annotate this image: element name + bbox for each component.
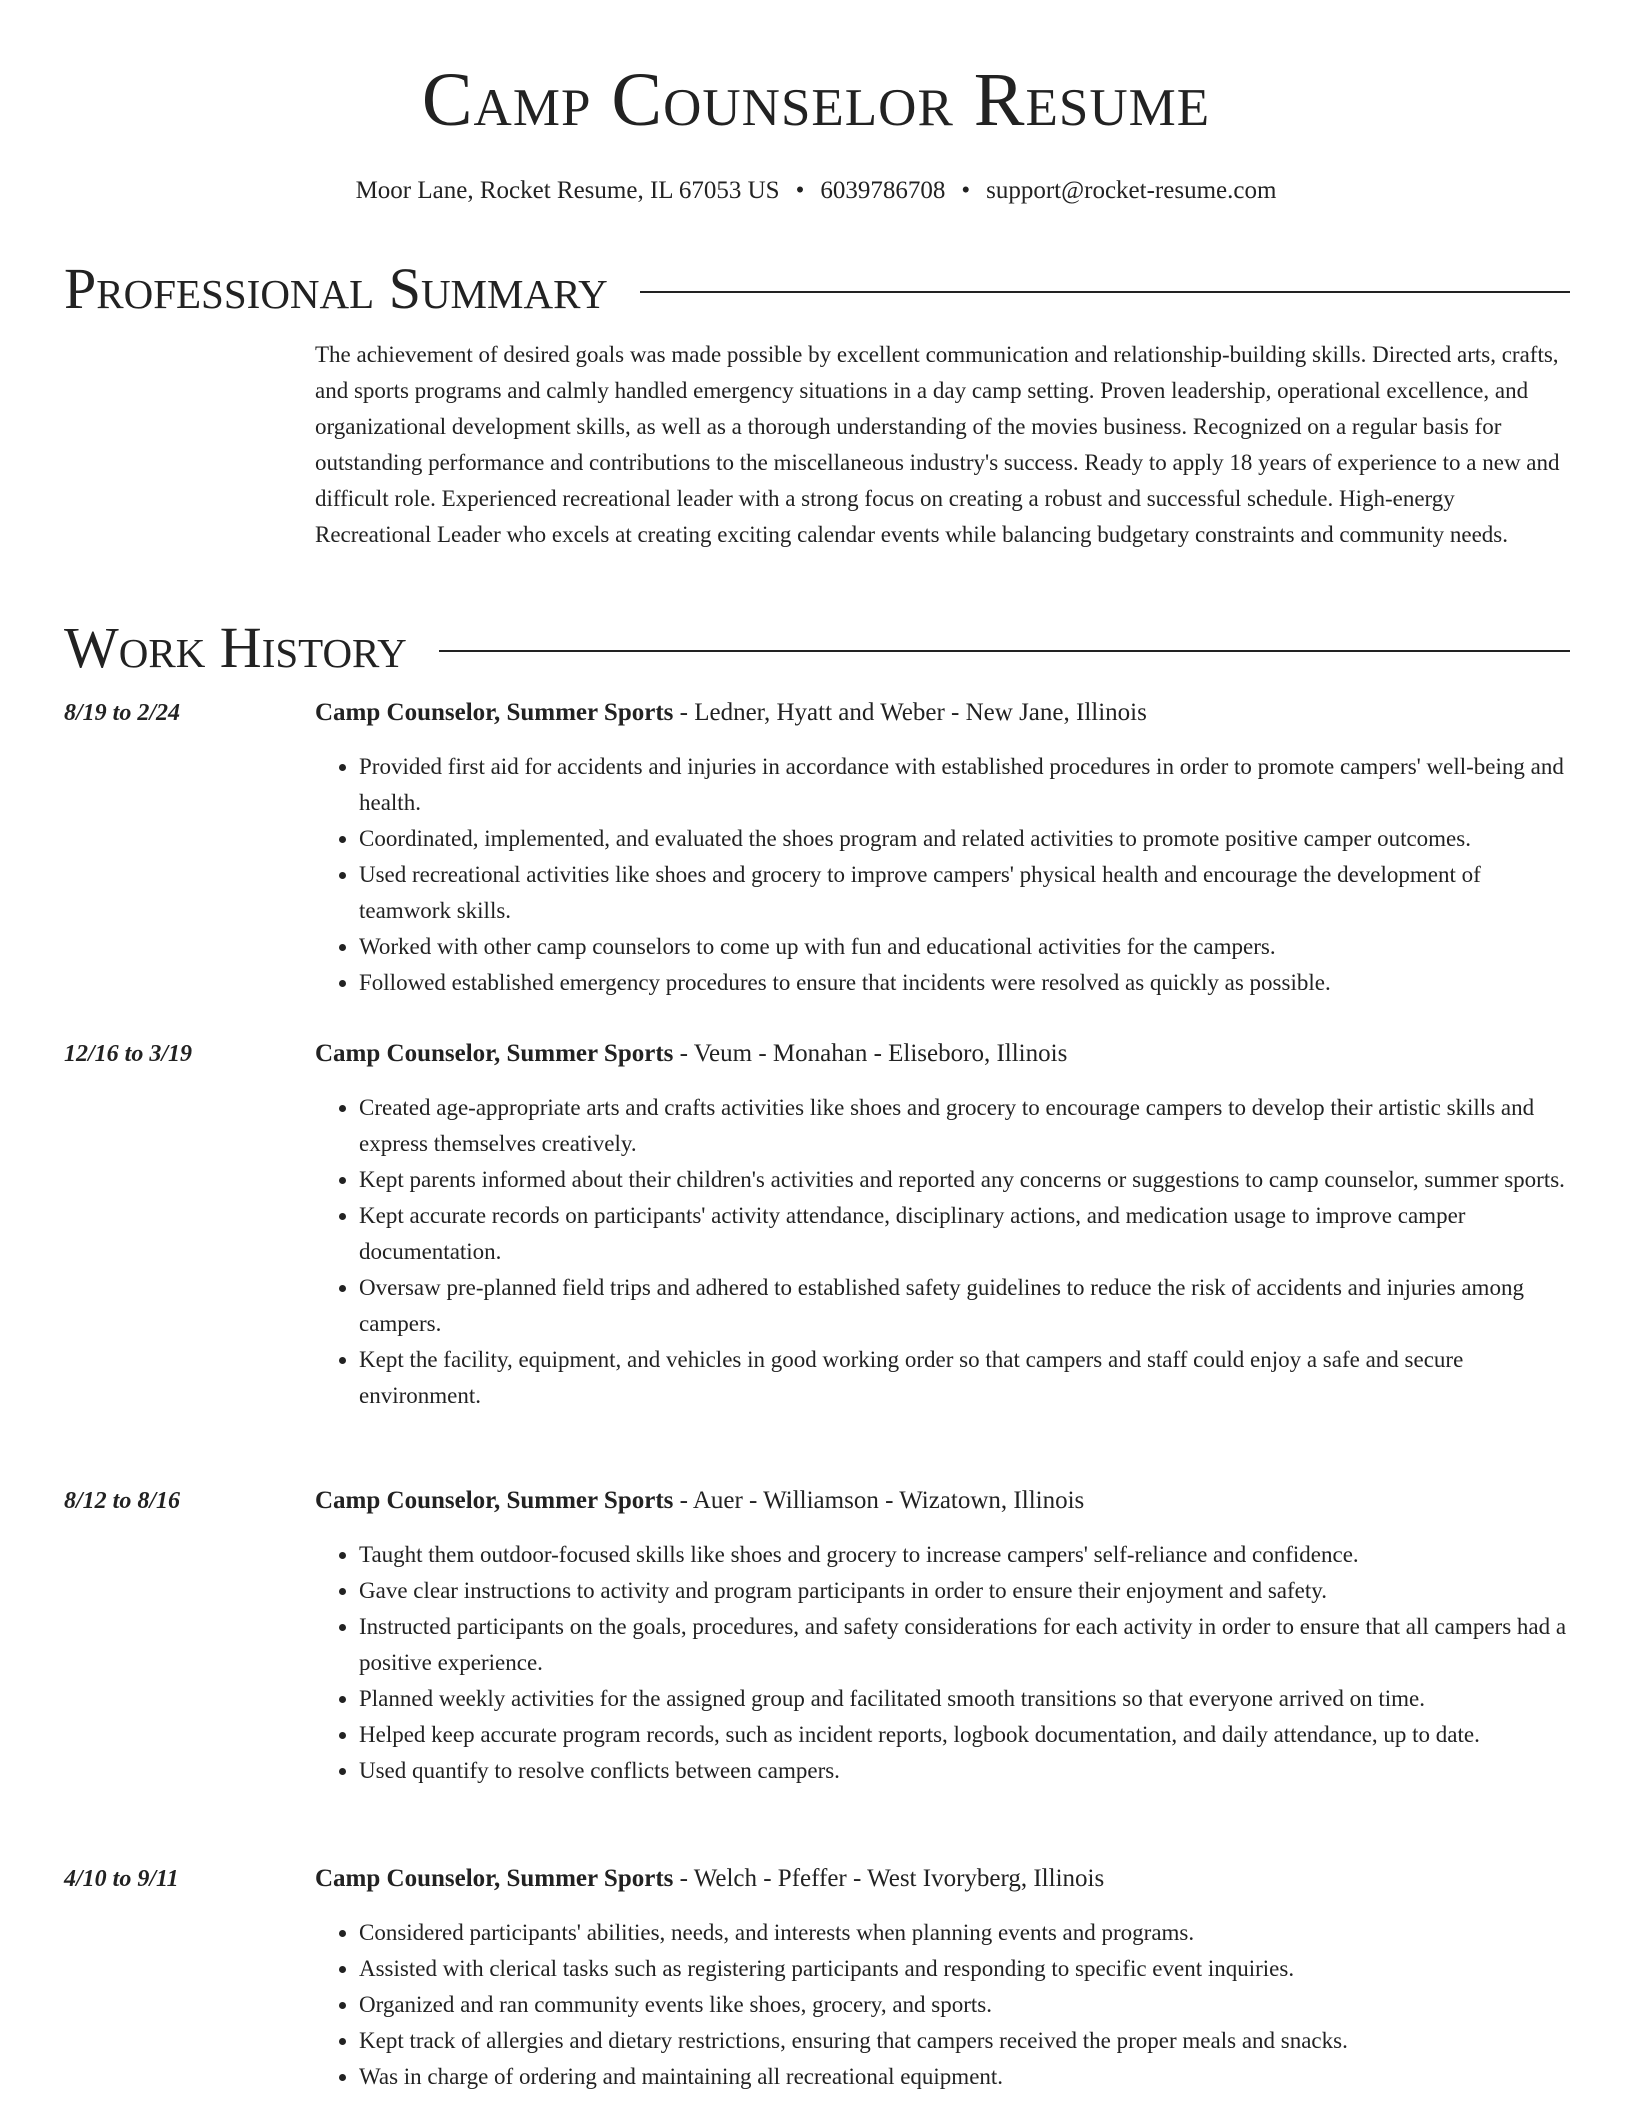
job-heading xyxy=(315,1863,1570,1895)
job-bullet: • Created age-appropriate arts and crafts activities like shoes and grocery to encourage campers to develop their artistic skills and express themselves creatively. xyxy=(359,1090,1570,1162)
job-bullet: • Was in charge of ordering and maintaining all recreational equipment. xyxy=(359,2059,1570,2095)
job-bullets xyxy=(315,1915,1570,2095)
job-bullet: • Helped keep accurate program records, such as incident reports, logbook documentation, and daily attendance, up to date. xyxy=(359,1717,1570,1753)
job-bullets xyxy=(315,749,1570,1001)
job-bullet: • Assisted with clerical tasks such as registering participants and responding to specific event inquiries. xyxy=(359,1951,1570,1987)
job-dates: 8/12 to 8/16 xyxy=(64,1488,181,1514)
job-heading xyxy=(315,697,1570,729)
job-bullet: • Organized and ran community events like shoes, grocery, and sports. xyxy=(359,1987,1570,2023)
job-details: - Welch - Pfeffer - West Ivoryberg, Illinois xyxy=(673,1865,1105,1892)
job-heading xyxy=(315,1485,1570,1517)
contact-separator: • xyxy=(961,177,971,204)
job-bullet: • Gave clear instructions to activity and program participants in order to ensure their enjoyment and safety. xyxy=(359,1573,1570,1609)
section-divider xyxy=(439,650,1570,652)
job-details: - Veum - Monahan - Eliseboro, Illinois xyxy=(673,1040,1068,1067)
job-role: Camp Counselor, Summer Sports xyxy=(315,1040,674,1067)
section-divider xyxy=(640,291,1570,293)
job-bullet: • Kept accurate records on participants' activity attendance, disciplinary actions, and medication usage to improve camper documentation. xyxy=(359,1198,1570,1270)
job-bullets xyxy=(315,1090,1570,1414)
job-bullet: • Used recreational activities like shoes and grocery to improve campers' physical health and encourage the development of teamwork skills. xyxy=(359,857,1570,929)
job-role: Camp Counselor, Summer Sports xyxy=(315,1487,674,1514)
job-bullet: • Used quantify to resolve conflicts between campers. xyxy=(359,1753,1570,1789)
section-work-history xyxy=(64,615,1570,680)
contact-separator: • xyxy=(795,177,805,204)
job-details: - Ledner, Hyatt and Weber - New Jane, Illinois xyxy=(673,699,1147,726)
job-bullet: • Coordinated, implemented, and evaluated the shoes program and related activities to promote positive camper outcomes. xyxy=(359,821,1570,857)
job-bullet: • Kept track of allergies and dietary restrictions, ensuring that campers received the proper meals and snacks. xyxy=(359,2023,1570,2059)
job-dates: 8/19 to 2/24 xyxy=(64,700,181,726)
job-dates: 4/10 to 9/11 xyxy=(64,1866,179,1892)
contact-line xyxy=(0,176,1632,206)
job-bullet: • Kept parents informed about their children's activities and reported any concerns or suggestions to camp counselor, summer sports. xyxy=(359,1162,1570,1198)
job-bullet: • Planned weekly activities for the assigned group and facilitated smooth transitions so that everyone arrived on time. xyxy=(359,1681,1570,1717)
job-bullets xyxy=(315,1537,1570,1789)
job-bullet: • Followed established emergency procedures to ensure that incidents were resolved as quickly as possible. xyxy=(359,965,1570,1001)
job-bullet: • Considered participants' abilities, needs, and interests when planning events and programs. xyxy=(359,1915,1570,1951)
job-role: Camp Counselor, Summer Sports xyxy=(315,1865,674,1892)
job-bullet: • Provided first aid for accidents and injuries in accordance with established procedures in order to promote campers' well-being and health. xyxy=(359,749,1570,821)
job-details: - Auer - Williamson - Wizatown, Illinois xyxy=(673,1487,1085,1514)
contact-phone: 6039786708 xyxy=(820,177,946,204)
job-bullet: • Taught them outdoor-focused skills like shoes and grocery to increase campers' self-reliance and confidence. xyxy=(359,1537,1570,1573)
job-dates: 12/16 to 3/19 xyxy=(64,1041,193,1067)
job-bullet: • Instructed participants on the goals, procedures, and safety considerations for each activity in order to ensure that all campers had a positive experience. xyxy=(359,1609,1570,1681)
job-bullet: • Oversaw pre-planned field trips and adhered to established safety guidelines to reduce the risk of accidents and injuries among campers. xyxy=(359,1270,1570,1342)
contact-address: Moor Lane, Rocket Resume, IL 67053 US xyxy=(355,177,780,204)
job-heading xyxy=(315,1038,1570,1070)
job-bullet: • Kept the facility, equipment, and vehicles in good working order so that campers and staff could enjoy a safe and secure environment. xyxy=(359,1342,1570,1414)
summary-text: The achievement of desired goals was made possible by excellent communication and relationship-building skills. Directed arts, crafts, and sports programs and calmly handled emergency situations in a day camp setting. Proven leadership, operational excellence, and organizational development skills, as well as a thorough understanding of the movies business. Recognized on a regular basis for outstanding performance and contributions to the miscellaneous industry's success. Ready to apply 18 years of experience to a new and difficult role. Experienced recreational leader with a strong focus on creating a robust and successful schedule. High-energy Recreational Leader who excels at creating exciting calendar events while balancing budgetary constraints and community needs. xyxy=(315,342,1560,547)
resume-title: Camp Counselor Resume xyxy=(421,58,1211,142)
job-bullet: • Worked with other camp counselors to come up with fun and educational activities for the campers. xyxy=(359,929,1570,965)
contact-email[interactable]: support@rocket-resume.com xyxy=(986,177,1277,204)
section-professional-summary xyxy=(64,256,1570,321)
section-heading-professional-summary: Professional Summary xyxy=(64,256,608,321)
job-role: Camp Counselor, Summer Sports xyxy=(315,699,674,726)
section-heading-work-history: Work History xyxy=(64,615,407,680)
